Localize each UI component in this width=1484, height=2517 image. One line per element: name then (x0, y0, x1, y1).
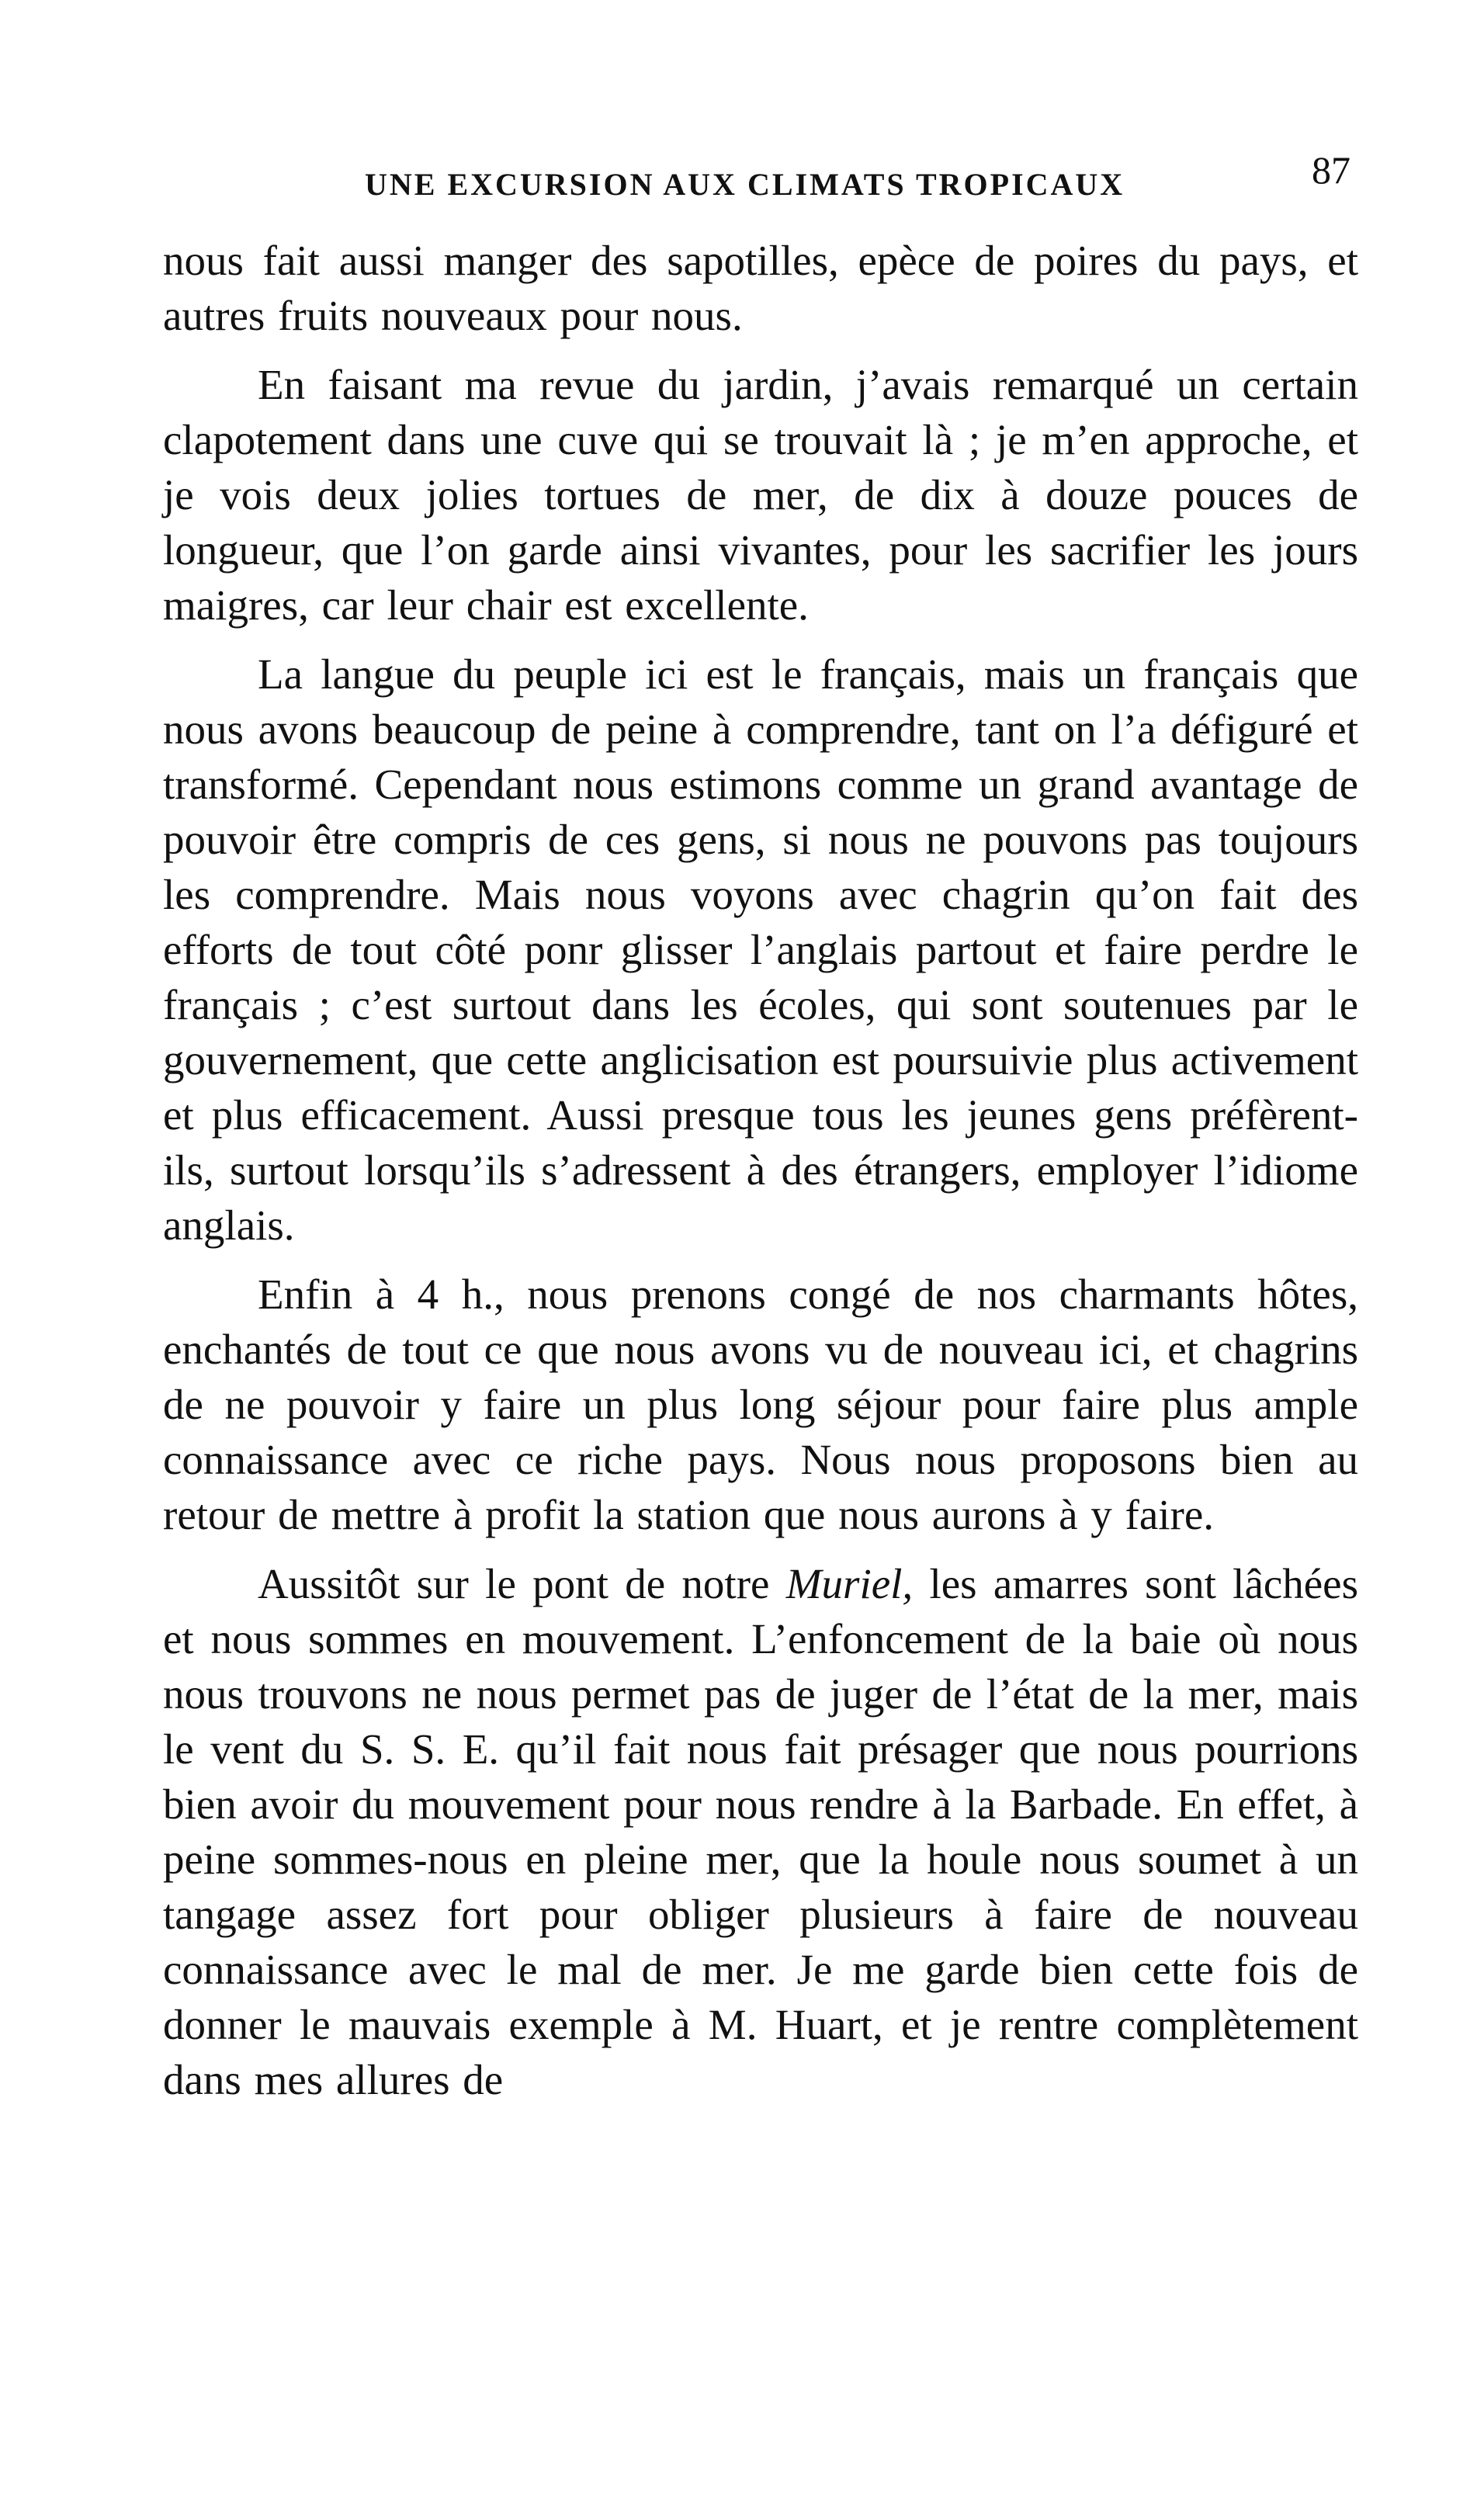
paragraph-2: En faisant ma revue du jardin, j’avais remarqué un certain clapotement dans une cuve qui se trouvait là ; je m’en approche, et je vois deux jolies tortues de mer, de dix à douze pouces de longueur, que l’on garde ainsi vivantes, pour les sacrifier les jours maigres, car leur chair est excellente. (163, 361, 1358, 629)
running-title: UNE EXCURSION AUX CLIMATS TROPICAUX (365, 167, 1125, 202)
paragraph-5 (163, 1556, 1358, 2107)
body-text (163, 233, 1358, 2121)
paragraph-3: La langue du peuple ici est le français, mais un français que nous avons beaucoup de peine à comprendre, tant on l’a défiguré et transformé. Cependant nous estimons comme un grand avantage de pouvoir être compris de ces gens, si nous ne pouvons pas toujours les comprendre. Mais nous voyons avec chagrin qu’on fait des efforts de tout côté ponr glisser l’anglais partout et faire perdre le français ; c’est surtout dans les écoles, qui sont soutenues par le gouvernement, que cette anglicisation est poursuivie plus activement et plus efficacement. Aussi presque tous les jeunes gens préfèrent-ils, surtout lorsqu’ils s’adressent à des étrangers, employer l’idiome anglais. (163, 650, 1358, 1249)
running-head (163, 144, 1374, 206)
paragraph-1: nous fait aussi manger des sapotilles, epèce de poires du pays, et autres fruits nouveaux pour nous. (163, 237, 1358, 339)
paragraph-4: Enfin à 4 h., nous prenons congé de nos charmants hôtes, enchantés de tout ce que nous avons vu de nouveau ici, et chagrins de ne pouvoir y faire un plus long séjour pour faire plus ample connaissance avec ce riche pays. Nous nous proposons bien au retour de mettre à profit la station que nous aurons à y faire. (163, 1271, 1358, 1538)
paragraph-5-start: Aussitôt sur le pont de notre (258, 1560, 786, 1607)
paragraph-5-end: les amarres sont lâchées et nous sommes en mouvement. L’enfoncement de la baie où nous nous trouvons ne nous permet pas de juger de l’état de la mer, mais le vent du S. S. E. qu’il fait nous fait présager que nous pourrions bien avoir du mouvement pour nous rendre à la Barbade. En effet, à peine sommes-nous en pleine mer, que la houle nous soumet à un tangage assez fort pour obliger plusieurs à faire de nouveau connaissance avec le mal de mer. Je me garde bien cette fois de donner le mauvais exemple à M. Huart, et je rentre complètement dans mes allures de (163, 1560, 1358, 2103)
page-number: 87 (1312, 148, 1351, 192)
ship-name: Muriel, (785, 1560, 914, 1607)
